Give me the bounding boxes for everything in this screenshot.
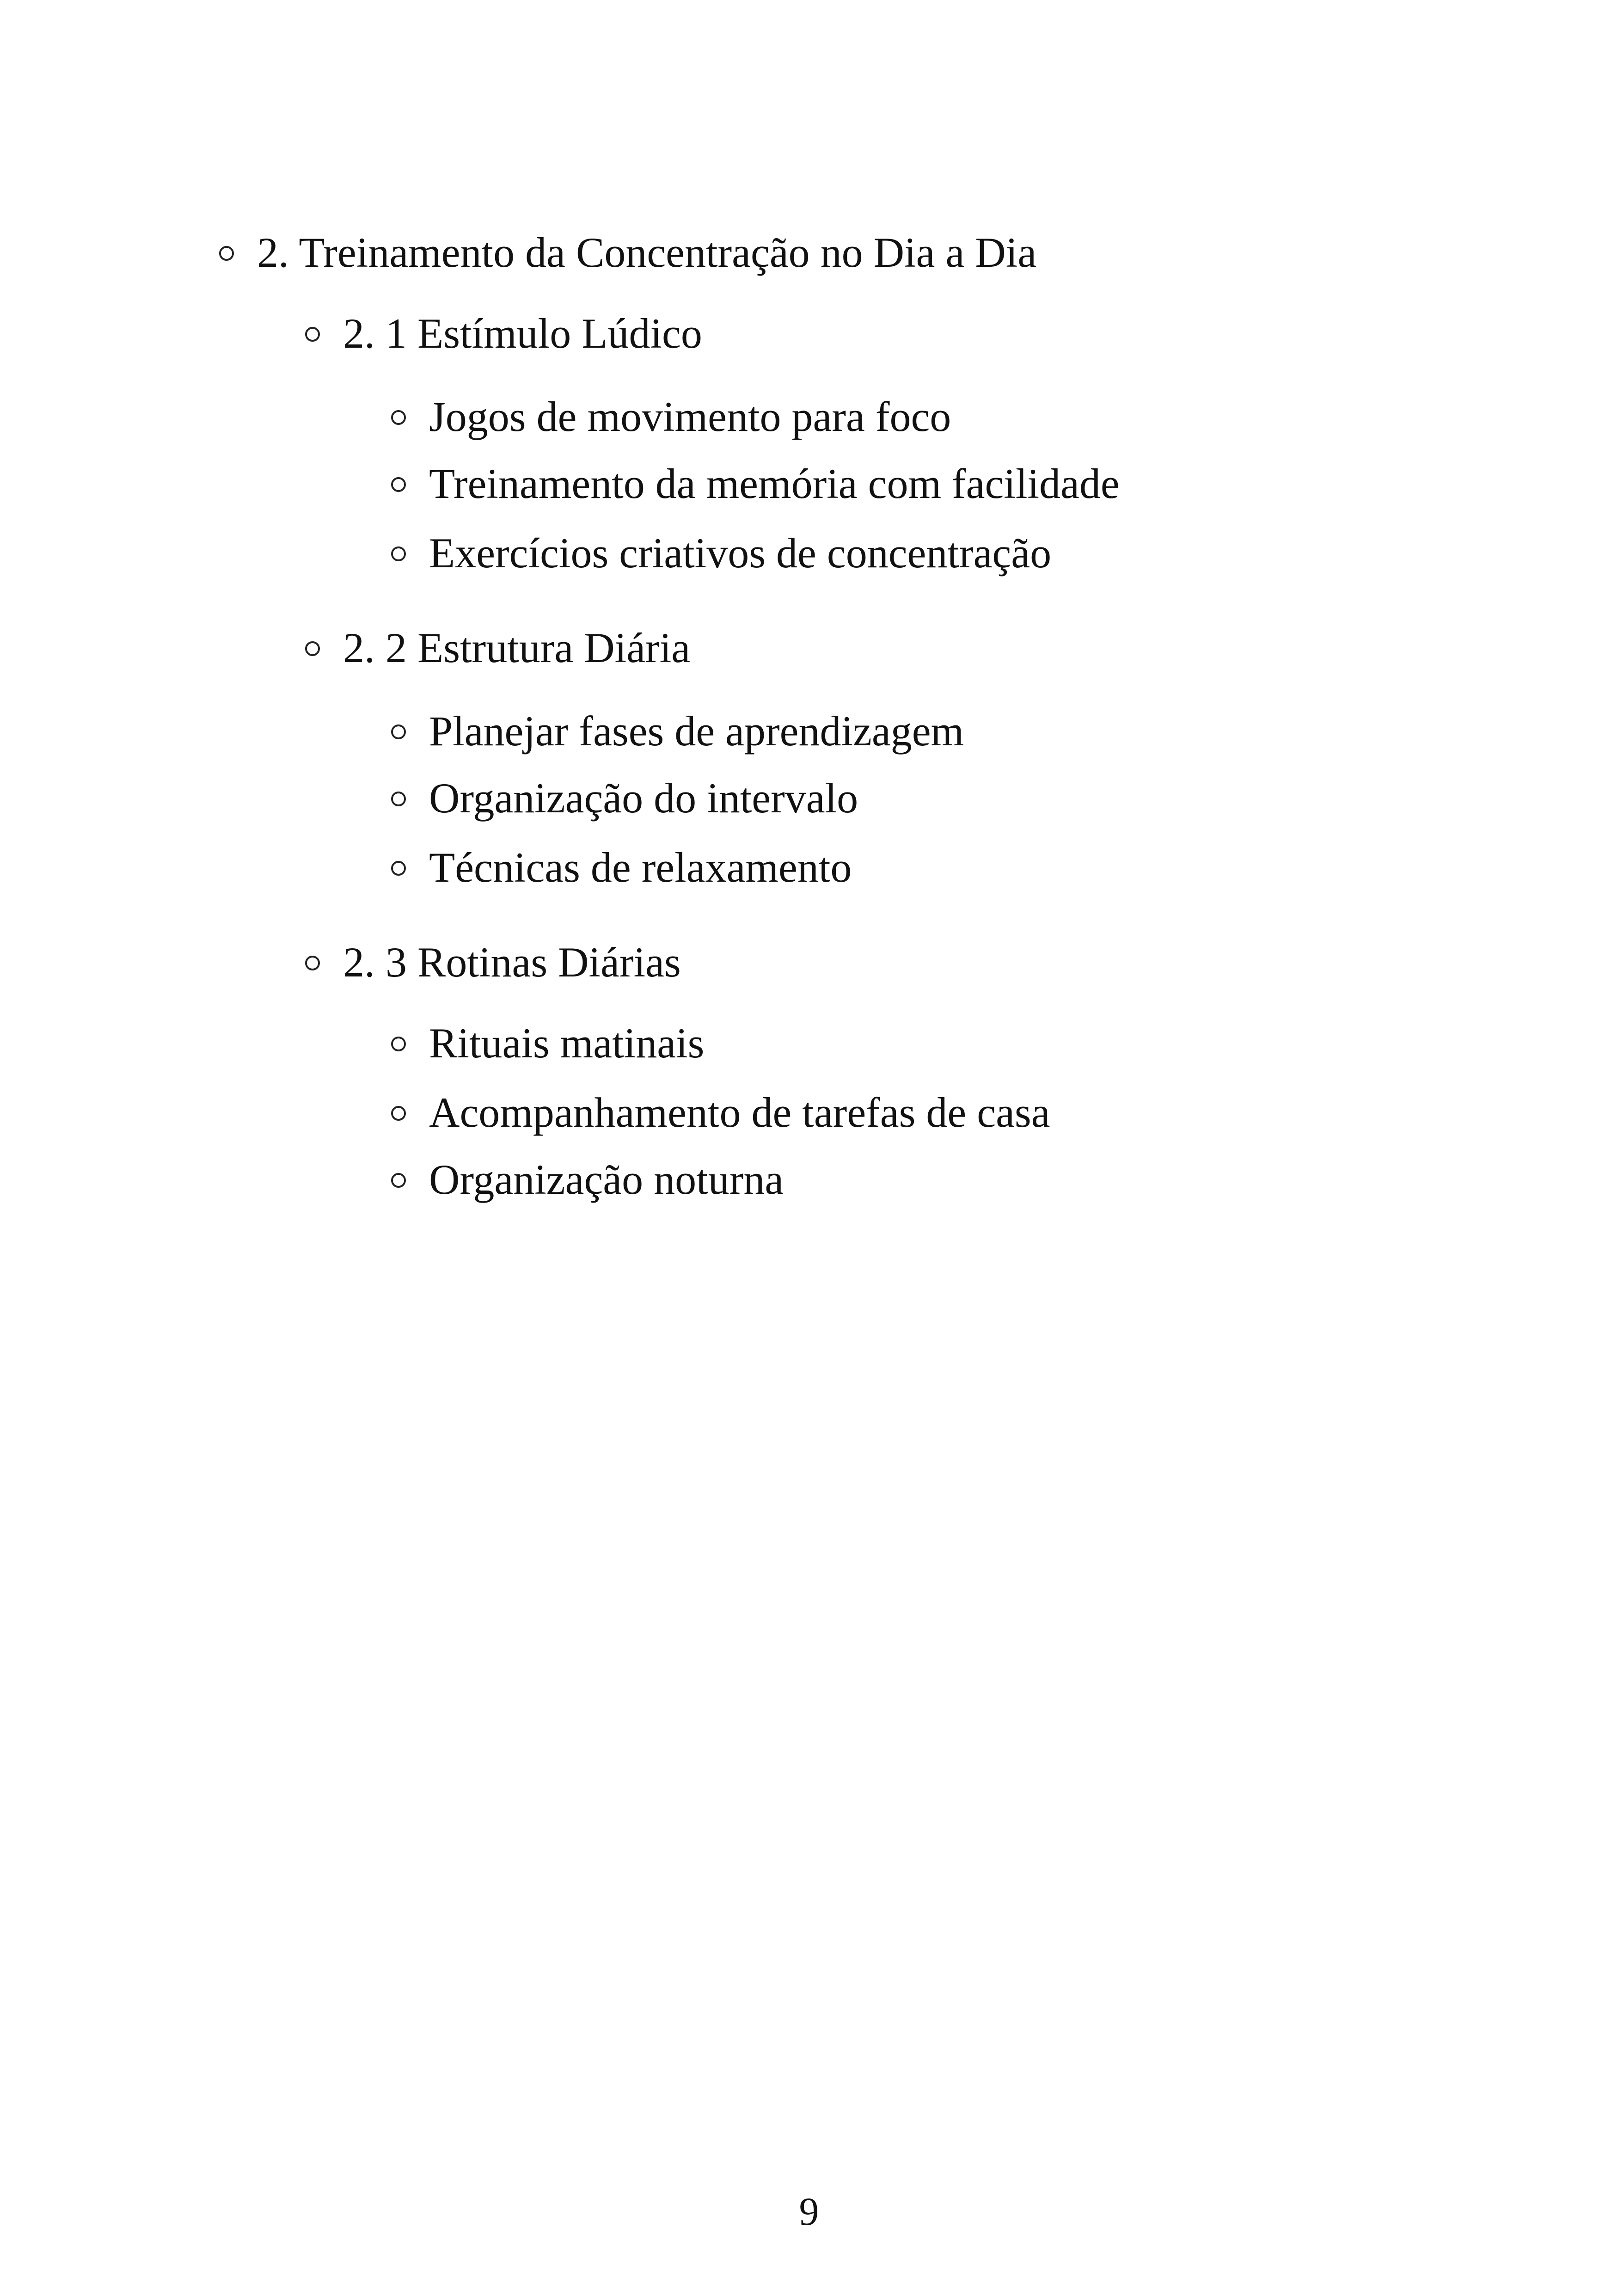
subsection-title: 2. 2 Estrutura Diária <box>343 624 691 671</box>
list-item-label: Organização noturna <box>429 1156 784 1203</box>
list-item-label: Acompanhamento de tarefas de casa <box>429 1089 1050 1136</box>
hollow-bullet-icon <box>305 641 320 656</box>
hollow-bullet-icon <box>391 1037 406 1051</box>
hollow-bullet-icon <box>391 1106 406 1121</box>
hollow-bullet-icon <box>305 956 320 970</box>
section-title: 2. Treinamento da Concentração no Dia a Dia <box>257 229 1037 276</box>
hollow-bullet-icon <box>391 724 406 739</box>
hollow-bullet-icon <box>391 861 406 876</box>
hollow-bullet-icon <box>391 792 406 806</box>
list-item-label: Treinamento da memória com facilidade <box>429 460 1120 507</box>
hollow-bullet-icon <box>391 546 406 561</box>
hollow-bullet-icon <box>391 410 406 425</box>
list-item-label: Rituais matinais <box>429 1019 705 1067</box>
subsection-title: 2. 3 Rotinas Diárias <box>343 939 681 986</box>
list-item-label: Planejar fases de aprendizagem <box>429 707 964 755</box>
list-item-label: Organização do intervalo <box>429 774 858 822</box>
hollow-bullet-icon <box>391 477 406 492</box>
hollow-bullet-icon <box>391 1173 406 1188</box>
page-number: 9 <box>799 2189 819 2234</box>
subsection-title: 2. 1 Estímulo Lúdico <box>343 310 702 357</box>
hollow-bullet-icon <box>219 246 234 261</box>
hollow-bullet-icon <box>305 327 320 342</box>
list-item-label: Técnicas de relaxamento <box>429 844 852 891</box>
list-item-label: Exercícios criativos de concentração <box>429 529 1052 577</box>
list-item-label: Jogos de movimento para foco <box>429 393 951 440</box>
